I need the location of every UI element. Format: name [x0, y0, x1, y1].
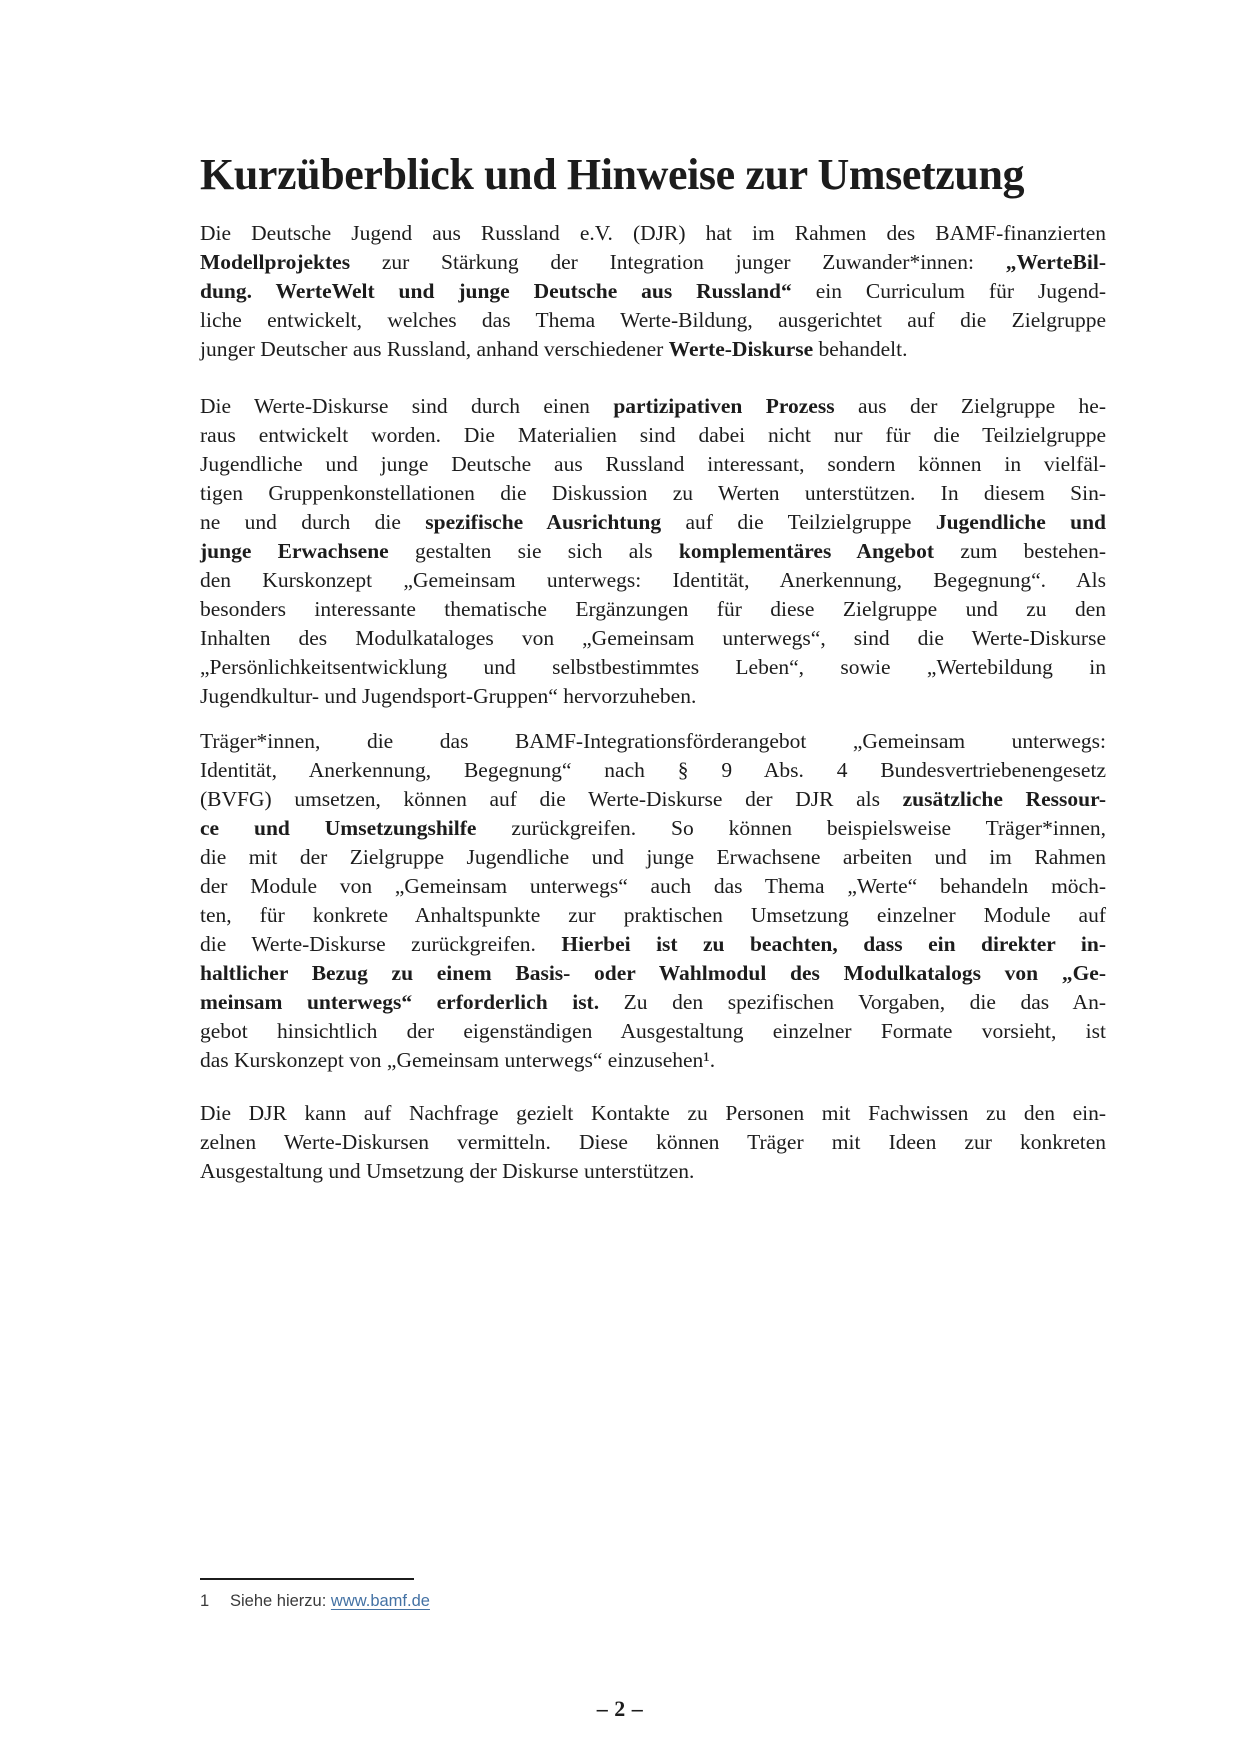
- text-line: [200, 537, 1106, 566]
- text-segment: tigen Gruppenkonstellationen die Diskussion zu Werten unterstützen. In diesem Sin-: [200, 481, 1106, 506]
- text-line: [200, 930, 1106, 959]
- bold-text-segment: ce und Umsetzungshilfe: [200, 816, 477, 841]
- text-line: [200, 450, 1106, 479]
- text-line: [200, 306, 1106, 335]
- text-line: [200, 392, 1106, 421]
- footnote-area: [200, 1578, 1106, 1611]
- text-line: [200, 248, 1106, 277]
- bold-text-segment: spezifische Ausrichtung: [425, 510, 662, 535]
- page-number: – 2 –: [596, 1696, 644, 1721]
- bold-text-segment: komplementäres Angebot: [678, 539, 935, 564]
- text-line: [200, 624, 1106, 653]
- text-segment: zum bestehen-: [934, 539, 1106, 564]
- footnote-marker: 1: [200, 1592, 210, 1610]
- text-segment: Ausgestaltung und Umsetzung der Diskurse unterstützen.: [200, 1159, 695, 1184]
- text-line: [200, 785, 1106, 814]
- text-segment: gestalten sie sich als: [388, 539, 679, 564]
- text-line: [200, 1099, 1106, 1128]
- text-segment: die mit der Zielgruppe Jugendliche und junge Erwachsene arbeiten und im Rahmen: [200, 845, 1106, 870]
- bold-text-segment: „WerteBil-: [1005, 250, 1106, 275]
- text-line: [200, 653, 1106, 682]
- text-segment: raus entwickelt worden. Die Materialien sind dabei nicht nur für die Teilzielgruppe: [200, 423, 1106, 448]
- text-line: [200, 566, 1106, 595]
- bold-text-segment: partizipativen Prozess: [613, 394, 835, 419]
- bold-text-segment: haltlicher Bezug zu einem Basis- oder Wahlmodul des Modulkatalogs von „Ge-: [200, 961, 1106, 986]
- text-segment: Inhalten des Modulkataloges von „Gemeinsam unterwegs“, sind die Werte-Diskurse: [200, 626, 1106, 651]
- text-line: [200, 959, 1106, 988]
- text-line: [200, 335, 1106, 364]
- text-line: [200, 727, 1106, 756]
- text-segment: besonders interessante thematische Ergänzungen für diese Zielgruppe und zu den: [200, 597, 1106, 622]
- text-segment: ein Curriculum für Jugend-: [791, 279, 1106, 304]
- text-segment: zelnen Werte-Diskursen vermitteln. Diese können Träger mit Ideen zur konkreten: [200, 1130, 1106, 1155]
- footnote-separator: [200, 1578, 414, 1580]
- text-segment: Die DJR kann auf Nachfrage gezielt Kontakte zu Personen mit Fachwissen zu den ein-: [200, 1101, 1106, 1126]
- bold-text-segment: Modellprojektes: [200, 250, 351, 275]
- text-segment: (BVFG) umsetzen, können auf die Werte-Diskurse der DJR als: [200, 787, 903, 812]
- footnote: [200, 1591, 1106, 1611]
- text-line: [200, 901, 1106, 930]
- text-segment: das Kurskonzept von „Gemeinsam unterwegs“ einzusehen¹.: [200, 1048, 716, 1073]
- text-line: [200, 872, 1106, 901]
- bold-text-segment: Hierbei ist zu beachten, dass ein direkter in-: [561, 932, 1106, 957]
- bold-text-segment: zusätzliche Ressour-: [902, 787, 1106, 812]
- paragraph: [200, 727, 1106, 1075]
- text-segment: Jugendliche und junge Deutsche aus Russland interessant, sondern können in vielfäl-: [200, 452, 1106, 477]
- text-line: [200, 421, 1106, 450]
- text-segment: auf die Teilzielgruppe: [661, 510, 936, 535]
- text-line: [200, 219, 1106, 248]
- text-line: [200, 277, 1106, 306]
- text-line: [200, 756, 1106, 785]
- text-line: [200, 508, 1106, 537]
- text-segment: Träger*innen, die das BAMF-Integrationsförderangebot „Gemeinsam unterwegs:: [200, 729, 1106, 754]
- content-column: [200, 150, 1106, 1186]
- text-segment: Die Werte-Diskurse sind durch einen: [200, 394, 614, 419]
- text-line: [200, 988, 1106, 1017]
- text-segment: zur Stärkung der Integration junger Zuwander*innen:: [350, 250, 1006, 275]
- footnote-label: Siehe hierzu:: [230, 1592, 331, 1610]
- text-line: [200, 595, 1106, 624]
- text-line: [200, 814, 1106, 843]
- text-segment: Zu den spezifischen Vorgaben, die das An-: [599, 990, 1106, 1015]
- text-line: [200, 843, 1106, 872]
- text-segment: ten, für konkrete Anhaltspunkte zur praktischen Umsetzung einzelner Module auf: [200, 903, 1106, 928]
- bold-text-segment: junge Erwachsene: [200, 539, 389, 564]
- bold-text-segment: Jugendliche und: [935, 510, 1107, 535]
- text-segment: Identität, Anerkennung, Begegnung“ nach § 9 Abs. 4 Bundesvertriebenengesetz: [200, 758, 1106, 783]
- text-line: [200, 1046, 1106, 1075]
- text-segment: behandelt.: [813, 337, 908, 362]
- text-line: [200, 1157, 1106, 1186]
- text-line: [200, 682, 1106, 711]
- text-segment: zurückgreifen. So können beispielsweise Träger*innen,: [476, 816, 1106, 841]
- bold-text-segment: Werte-Diskurse: [668, 337, 814, 362]
- text-segment: ne und durch die: [200, 510, 426, 535]
- paragraph: [200, 1099, 1106, 1186]
- text-line: [200, 1128, 1106, 1157]
- bamf-link[interactable]: www.bamf.de: [330, 1592, 430, 1610]
- text-segment: aus der Zielgruppe he-: [834, 394, 1106, 419]
- text-line: [200, 479, 1106, 508]
- bold-text-segment: dung. WerteWelt und junge Deutsche aus Russland“: [200, 279, 792, 304]
- body-paragraphs: [200, 219, 1106, 1186]
- text-segment: Jugendkultur- und Jugendsport-Gruppen“ hervorzuheben.: [200, 684, 697, 709]
- text-segment: der Module von „Gemeinsam unterwegs“ auch das Thema „Werte“ behandeln möch-: [200, 874, 1106, 899]
- bold-text-segment: meinsam unterwegs“ erforderlich ist.: [200, 990, 600, 1015]
- text-segment: „Persönlichkeitsentwicklung und selbstbestimmtes Leben“, sowie „Wertebildung in: [200, 655, 1106, 680]
- paragraph: [200, 219, 1106, 364]
- text-segment: den Kurskonzept „Gemeinsam unterwegs: Identität, Anerkennung, Begegnung“. Als: [200, 568, 1106, 593]
- text-segment: gebot hinsichtlich der eigenständigen Ausgestaltung einzelner Formate vorsieht, ist: [200, 1019, 1106, 1044]
- page-title: Kurzüberblick und Hinweise zur Umsetzung: [200, 150, 1025, 199]
- text-segment: liche entwickelt, welches das Thema Werte-Bildung, ausgerichtet auf die Zielgruppe: [200, 308, 1106, 333]
- text-segment: Die Deutsche Jugend aus Russland e.V. (DJR) hat im Rahmen des BAMF-finanzierten: [200, 221, 1106, 246]
- text-segment: junger Deutscher aus Russland, anhand verschiedener: [200, 337, 669, 362]
- paragraph: [200, 392, 1106, 711]
- text-line: [200, 1017, 1106, 1046]
- text-segment: die Werte-Diskurse zurückgreifen.: [200, 932, 562, 957]
